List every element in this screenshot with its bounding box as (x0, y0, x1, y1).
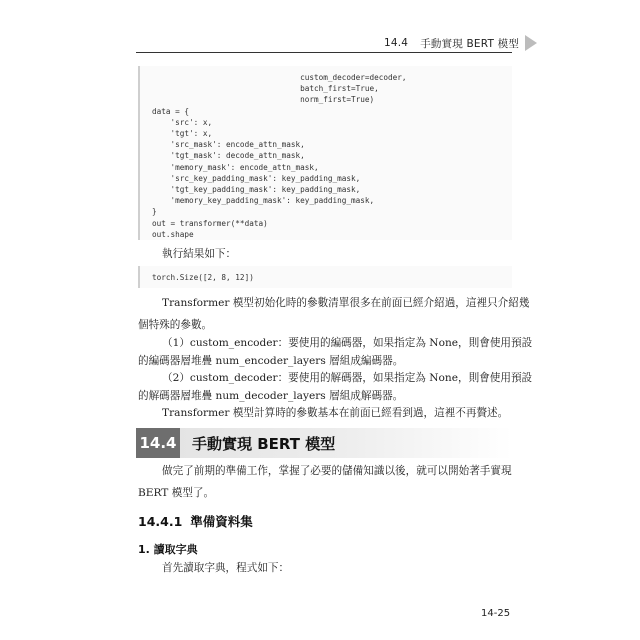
subsection-number: 14.4.1 (138, 514, 183, 529)
running-header-section: 14.4 (384, 37, 409, 49)
running-header-title: 手動實現 BERT 模型 (420, 37, 520, 50)
subsection-title: 準備資料集 (190, 514, 253, 529)
section-heading (136, 428, 512, 458)
paragraph-line: （1）custom_encoder：要使用的編碼器，如果指定為 None，則會使用預設 (162, 337, 533, 349)
paragraph-line: 的編碼器層堆疊 num_encoder_layers 層組成編碼器。 (138, 355, 404, 367)
paragraph-line: 做完了前期的準備工作，掌握了必要的儲備知識以後，就可以開始著手實現 (162, 465, 512, 477)
item-heading: 1. 讀取字典 (138, 543, 198, 556)
subsection-heading (138, 512, 253, 530)
code-output-text: torch.Size([2, 8, 12]) (152, 273, 254, 282)
header-rule (136, 52, 512, 53)
code-block-transformer (138, 66, 512, 240)
paragraph-line: Transformer 模型計算時的參數基本在前面已經看到過，這裡不再贅述。 (162, 407, 509, 419)
section-title: 手動實現 BERT 模型 (192, 434, 336, 453)
paragraph-line: 個特殊的參數。 (138, 319, 213, 331)
paragraph-line: 首先讀取字典，程式如下： (162, 562, 290, 574)
page-number: 14-25 (481, 608, 511, 619)
section-number: 14.4 (136, 428, 180, 458)
code-block-output (138, 266, 512, 288)
result-label: 執行結果如下： (162, 248, 237, 260)
code-text: custom_decoder=decoder, batch_first=True, norm_first=True) data = { 'src': x, 'tgt': x, 'src_mask': encode_attn_mask, 'tgt_mask': decode_attn_mask, 'memory_mask': encode_attn_mask, 'src_key_padding_mask': key_padding_mask, 'tgt_key_padding_mask': key_padding_mask, 'memory_key_padding_mask': key_padding_mask, } out = transformer(**data) out.shape (152, 73, 407, 239)
paragraph-line: （2）custom_decoder：要使用的解碼器，如果指定為 None，則會使用預設 (162, 372, 533, 384)
paragraph-line: 的解碼器層堆疊 num_decoder_layers 層組成解碼器。 (138, 390, 404, 402)
running-header (384, 34, 537, 52)
paragraph-line: Transformer 模型初始化時的參數清單很多在前面已經介紹過，這裡只介紹幾 (162, 297, 530, 309)
paragraph-line: BERT 模型了。 (138, 487, 215, 499)
header-arrow-icon (525, 35, 537, 51)
